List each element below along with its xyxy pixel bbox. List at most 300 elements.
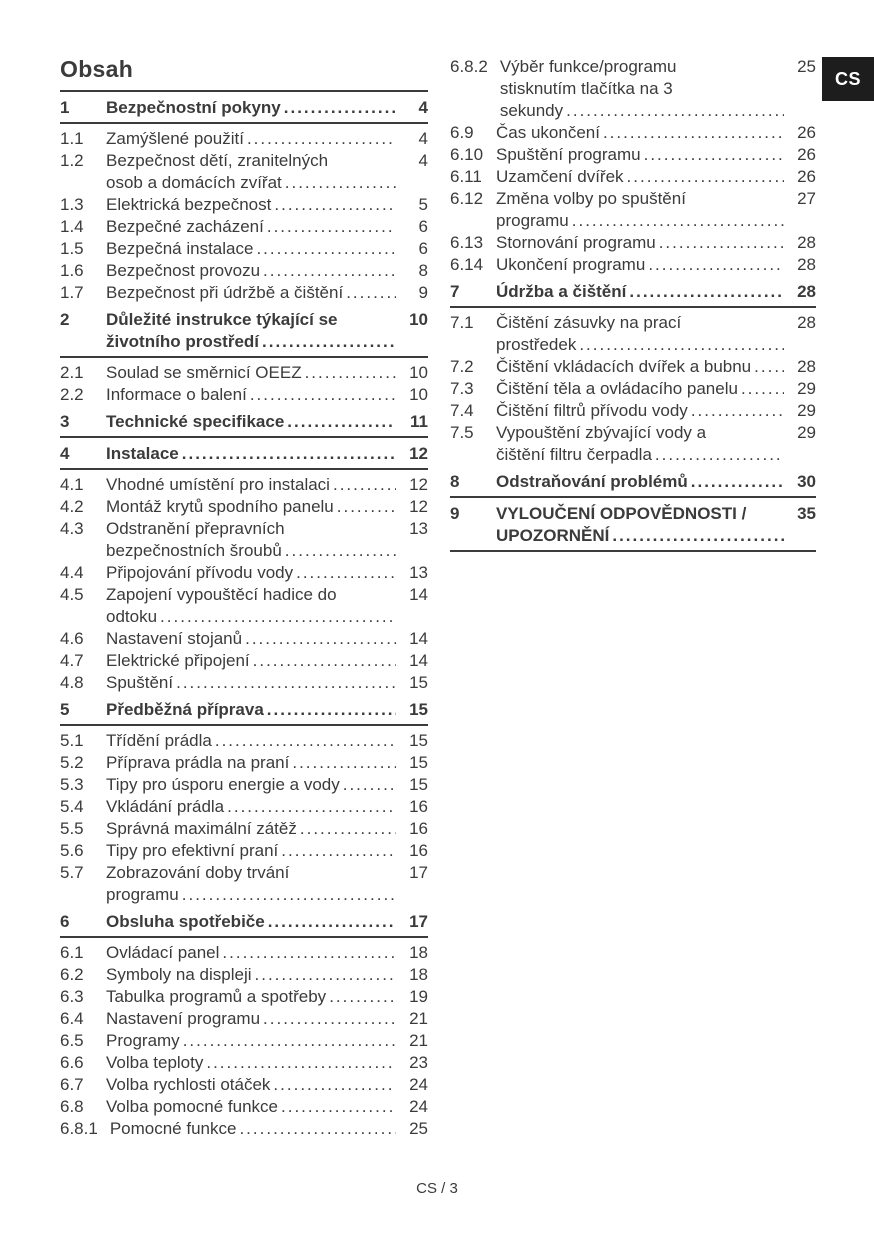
entry-text-line — [106, 699, 398, 721]
entry-text — [496, 254, 786, 276]
entry-text-content: Uzamčení dvířek — [496, 167, 624, 186]
entry-text-content: Připojování přívodu vody — [106, 563, 294, 582]
toc-entry — [60, 496, 428, 518]
entry-text-content: prostředek — [496, 335, 577, 354]
entry-text-content: Programy — [106, 1031, 180, 1050]
entry-number: 6.1 — [60, 943, 84, 962]
entry-text-content: Třídění prádla — [106, 731, 212, 750]
entry-text-line — [106, 862, 398, 884]
entry-text-line — [110, 1118, 398, 1140]
toc-column-right-entries — [450, 56, 816, 552]
entry-page-number: 28 — [797, 313, 816, 332]
entry-text-content: Bezpečné zacházení — [106, 217, 264, 236]
entry-text-content: Čištění filtrů přívodu vody — [496, 401, 688, 420]
entry-text-line — [106, 584, 398, 606]
entry-number: 6.8 — [60, 1097, 84, 1116]
entry-text — [106, 650, 398, 672]
entry-page-number: 26 — [797, 123, 816, 142]
entry-text-content: Technické specifikace — [106, 412, 285, 431]
toc-right-column — [450, 56, 816, 556]
entry-text-content: Montáž krytů spodního panelu — [106, 497, 334, 516]
entry-number: 5.6 — [60, 841, 84, 860]
entry-number: 1.7 — [60, 283, 84, 302]
entry-text — [106, 840, 398, 862]
entry-number: 4.2 — [60, 497, 84, 516]
dot-leader — [262, 331, 396, 353]
entry-page-number: 27 — [797, 189, 816, 208]
entry-text-content: Volba pomocné funkce — [106, 1097, 279, 1116]
entry-text-line — [106, 282, 398, 304]
entry-text-line — [496, 166, 786, 188]
toc-entry — [60, 628, 428, 650]
entry-text-line — [496, 334, 786, 356]
toc-entry — [60, 1030, 428, 1052]
entry-text-line — [106, 752, 398, 774]
entry-text-line — [106, 194, 398, 216]
entry-page-number: 4 — [418, 151, 428, 170]
dot-leader — [274, 194, 396, 216]
entry-text — [106, 282, 398, 304]
entry-text — [496, 400, 786, 422]
toc-entry — [60, 362, 428, 384]
entry-text-line — [106, 172, 398, 194]
dot-leader — [215, 730, 396, 752]
dot-leader — [182, 443, 396, 465]
toc-entry — [450, 254, 816, 276]
entry-text-line — [106, 818, 398, 840]
entry-text — [106, 128, 398, 150]
entry-page-number: 15 — [409, 700, 428, 719]
entry-number: 6.7 — [60, 1075, 84, 1094]
entry-page-number: 5 — [418, 195, 428, 214]
entry-page-number: 11 — [410, 412, 428, 431]
toc-entry — [60, 562, 428, 584]
entry-page-number: 13 — [409, 519, 428, 538]
entry-page-number: 16 — [409, 797, 428, 816]
entry-text-line — [500, 78, 786, 100]
dot-leader — [256, 238, 396, 260]
entry-text-line — [496, 144, 786, 166]
entry-text-line — [106, 628, 398, 650]
toc-entry — [450, 188, 816, 232]
dot-leader — [285, 540, 396, 562]
entry-text-content: UPOZORNĚNÍ — [496, 526, 610, 545]
entry-text-content: programu — [106, 885, 179, 904]
entry-number: 5.5 — [60, 819, 84, 838]
entry-text-line — [496, 525, 786, 547]
entry-number: 9 — [450, 504, 460, 523]
toc-entry — [60, 964, 428, 986]
entry-text-line — [500, 100, 786, 122]
entry-text — [496, 356, 786, 378]
entry-number: 6.5 — [60, 1031, 84, 1050]
dot-leader — [268, 911, 396, 933]
entry-number: 2.1 — [60, 363, 84, 382]
entry-text — [106, 150, 398, 194]
entry-text-line — [500, 56, 786, 78]
entry-text-content: Vhodné umístění pro instalaci — [106, 475, 330, 494]
entry-number: 1 — [60, 98, 70, 117]
entry-page-number: 8 — [418, 261, 428, 280]
entry-number: 7 — [450, 282, 460, 301]
entry-text-line — [496, 356, 786, 378]
entry-number: 4.6 — [60, 629, 84, 648]
entry-text — [106, 1008, 398, 1030]
toc-left-column — [60, 56, 428, 1140]
entry-text — [106, 97, 398, 119]
entry-text-content: Spuštění — [106, 673, 174, 692]
toc-entry — [60, 942, 428, 964]
dot-leader — [333, 474, 396, 496]
toc-entry — [450, 122, 816, 144]
toc-entry — [60, 384, 428, 406]
entry-number: 6.8.1 — [60, 1119, 98, 1138]
entry-text-line — [106, 1074, 398, 1096]
entry-text-content: Čas ukončení — [496, 123, 600, 142]
dot-leader — [267, 216, 396, 238]
toc-section-heading — [450, 503, 816, 552]
entry-text-line — [106, 260, 398, 282]
toc-entry — [450, 144, 816, 166]
entry-text — [496, 378, 786, 400]
entry-text — [106, 911, 398, 933]
entry-text-content: Bezpečnostní pokyny — [106, 98, 281, 117]
entry-text — [496, 188, 786, 232]
dot-leader — [250, 384, 396, 406]
toc-entry — [60, 584, 428, 628]
entry-page-number: 14 — [409, 629, 428, 648]
toc-entry — [60, 474, 428, 496]
dot-leader — [267, 699, 396, 721]
entry-number: 5.7 — [60, 863, 84, 882]
entry-text-content: Čištění zásuvky na prací — [496, 313, 682, 332]
entry-text-content: Spuštění programu — [496, 145, 641, 164]
dot-leader — [579, 334, 784, 356]
entry-page-number: 16 — [409, 841, 428, 860]
entry-text-line — [496, 503, 786, 525]
dot-leader — [691, 471, 784, 493]
entry-number: 6.4 — [60, 1009, 84, 1028]
entry-page-number: 13 — [409, 563, 428, 582]
entry-number: 7.3 — [450, 379, 474, 398]
entry-text-content: Volba teploty — [106, 1053, 204, 1072]
toc-entry — [60, 752, 428, 774]
dot-leader — [659, 232, 784, 254]
toc-entry — [60, 128, 428, 150]
toc-entry — [60, 216, 428, 238]
dot-leader — [329, 986, 396, 1008]
entry-text-line — [106, 518, 398, 540]
toc-entry — [60, 840, 428, 862]
entry-text-content: Změna volby po spuštění — [496, 189, 686, 208]
toc-entry — [450, 422, 816, 466]
entry-text-line — [496, 281, 786, 303]
entry-page-number: 25 — [409, 1119, 428, 1138]
entry-text — [106, 1030, 398, 1052]
entry-text-line — [106, 384, 398, 406]
toc-entry — [60, 1096, 428, 1118]
entry-text-line — [496, 378, 786, 400]
entry-page-number: 17 — [409, 863, 428, 882]
entry-text-content: Předběžná příprava — [106, 700, 264, 719]
dot-leader — [627, 166, 784, 188]
entry-page-number: 25 — [797, 57, 816, 76]
entry-text — [106, 1074, 398, 1096]
dot-leader — [263, 1008, 396, 1030]
entry-text — [496, 312, 786, 356]
toc-entry — [60, 650, 428, 672]
entry-text — [106, 443, 398, 465]
dot-leader — [287, 411, 396, 433]
entry-text-line — [106, 730, 398, 752]
dot-leader — [247, 128, 396, 150]
dot-leader — [741, 378, 784, 400]
entry-text-line — [496, 232, 786, 254]
entry-number: 6.3 — [60, 987, 84, 1006]
entry-number: 7.1 — [450, 313, 474, 332]
entry-text-line — [106, 1096, 398, 1118]
entry-text-content: Vkládání prádla — [106, 797, 225, 816]
dot-leader — [183, 1030, 396, 1052]
entry-page-number: 15 — [409, 673, 428, 692]
toc-entry — [60, 238, 428, 260]
entry-text-line — [106, 884, 398, 906]
entry-text — [106, 562, 398, 584]
entry-text — [106, 699, 398, 721]
toc-section-heading — [60, 411, 428, 438]
toc-entry — [450, 378, 816, 400]
entry-text-content: Bezpečná instalace — [106, 239, 254, 258]
entry-text-content: Informace o balení — [106, 385, 247, 404]
entry-text-content: Příprava prádla na praní — [106, 753, 290, 772]
toc-section-heading — [450, 471, 816, 498]
toc-entry — [60, 796, 428, 818]
dot-leader — [206, 1052, 396, 1074]
entry-number: 5.1 — [60, 731, 84, 750]
dot-leader — [284, 97, 396, 119]
dot-leader — [566, 100, 784, 122]
dot-leader — [292, 752, 396, 774]
entry-number: 2.2 — [60, 385, 84, 404]
entry-number: 1.5 — [60, 239, 84, 258]
entry-number: 5.4 — [60, 797, 84, 816]
dot-leader — [648, 254, 784, 276]
entry-text-line — [106, 562, 398, 584]
entry-text-content: čištění filtru čerpadla — [496, 445, 652, 464]
entry-page-number: 15 — [409, 753, 428, 772]
toc-entry — [60, 1008, 428, 1030]
entry-text-content: Nastavení stojanů — [106, 629, 243, 648]
entry-text-line — [106, 1008, 398, 1030]
toc-entry — [450, 166, 816, 188]
entry-number: 1.4 — [60, 217, 84, 236]
entry-text-content: Stornování programu — [496, 233, 656, 252]
entry-page-number: 12 — [409, 444, 428, 463]
entry-text-line — [496, 400, 786, 422]
entry-text-content: Pomocné funkce — [109, 1119, 237, 1138]
entry-text-content: Vypouštění zbývající vody a — [496, 423, 707, 442]
entry-text-content: Bezpečnost dětí, zranitelných — [106, 151, 329, 170]
entry-text-content: Čištění vkládacích dvířek a bubnu — [496, 357, 752, 376]
dot-leader — [281, 1096, 396, 1118]
toc-column-left-entries — [60, 97, 428, 1140]
entry-text — [106, 672, 398, 694]
dot-leader — [655, 444, 784, 466]
entry-number: 6.2 — [60, 965, 84, 984]
entry-number: 6.12 — [450, 189, 484, 208]
entry-page-number: 28 — [797, 282, 816, 301]
entry-text-content: stisknutím tlačítka na 3 — [499, 79, 673, 98]
entry-text-line — [106, 1052, 398, 1074]
entry-text-line — [106, 309, 398, 331]
entry-number: 5 — [60, 700, 70, 719]
toc-section-heading — [60, 699, 428, 726]
entry-number: 6 — [60, 912, 70, 931]
entry-number: 6.10 — [450, 145, 484, 164]
entry-page-number: 14 — [409, 651, 428, 670]
entry-text-content: Bezpečnost provozu — [106, 261, 261, 280]
title-rule — [60, 90, 428, 92]
entry-text — [496, 166, 786, 188]
dot-leader — [160, 606, 396, 628]
entry-text-line — [106, 362, 398, 384]
entry-text-line — [496, 444, 786, 466]
dot-leader — [182, 884, 396, 906]
toc-entry — [60, 774, 428, 796]
dot-leader — [281, 840, 396, 862]
entry-number: 4.4 — [60, 563, 84, 582]
toc-entry — [60, 818, 428, 840]
entry-text — [106, 238, 398, 260]
entry-text-line — [106, 796, 398, 818]
entry-text-content: odtoku — [106, 607, 158, 626]
entry-text-content: Tipy pro úsporu energie a vody — [106, 775, 340, 794]
entry-page-number: 26 — [797, 167, 816, 186]
dot-leader — [629, 281, 784, 303]
page-footer: CS / 3 — [416, 1180, 458, 1197]
entry-text — [106, 752, 398, 774]
entry-text-content: Tabulka programů a spotřeby — [106, 987, 327, 1006]
entry-text-content: Zobrazování doby trvání — [106, 863, 290, 882]
dot-leader — [222, 942, 396, 964]
entry-text — [106, 818, 398, 840]
dot-leader — [239, 1118, 396, 1140]
entry-page-number: 30 — [797, 472, 816, 491]
entry-page-number: 23 — [409, 1053, 428, 1072]
entry-text — [110, 1118, 398, 1140]
entry-page-number: 12 — [409, 475, 428, 494]
entry-text — [496, 144, 786, 166]
entry-number: 4.8 — [60, 673, 84, 692]
entry-page-number: 19 — [409, 987, 428, 1006]
entry-text-content: Obsluha spotřebiče — [106, 912, 265, 931]
entry-text-line — [106, 986, 398, 1008]
entry-page-number: 9 — [418, 283, 428, 302]
dot-leader — [337, 496, 396, 518]
entry-text-line — [106, 911, 398, 933]
entry-text-content: Správná maximální zátěž — [106, 819, 297, 838]
entry-text — [106, 964, 398, 986]
toc-entry — [60, 862, 428, 906]
entry-text — [106, 216, 398, 238]
entry-number: 4.3 — [60, 519, 84, 538]
entry-text-line — [496, 122, 786, 144]
dot-leader — [255, 964, 396, 986]
toc-section-heading — [450, 281, 816, 308]
dot-leader — [176, 672, 396, 694]
entry-text-line — [496, 422, 786, 444]
entry-text-line — [106, 411, 398, 433]
entry-text-line — [106, 606, 398, 628]
entry-number: 6.13 — [450, 233, 484, 252]
entry-text-line — [496, 188, 786, 210]
entry-page-number: 21 — [409, 1031, 428, 1050]
dot-leader — [754, 356, 784, 378]
entry-text-content: Soulad se směrnicí OEEZ — [106, 363, 302, 382]
page-title: Obsah — [60, 56, 134, 82]
entry-text-line — [106, 238, 398, 260]
entry-page-number: 6 — [418, 239, 428, 258]
dot-leader — [300, 818, 396, 840]
entry-text-line — [106, 216, 398, 238]
entry-text-line — [106, 443, 398, 465]
entry-text — [106, 411, 398, 433]
entry-text — [106, 862, 398, 906]
entry-text-line — [106, 672, 398, 694]
entry-text — [106, 584, 398, 628]
entry-page-number: 24 — [409, 1097, 428, 1116]
entry-number: 6.11 — [450, 167, 482, 186]
entry-text — [106, 474, 398, 496]
dot-leader — [644, 144, 784, 166]
entry-number: 5.3 — [60, 775, 84, 794]
toc-entry — [60, 986, 428, 1008]
entry-page-number: 18 — [409, 943, 428, 962]
entry-text-line — [106, 1030, 398, 1052]
dot-leader — [343, 774, 396, 796]
toc-entry — [60, 730, 428, 752]
dot-leader — [285, 172, 396, 194]
entry-page-number: 16 — [409, 819, 428, 838]
entry-text-line — [496, 312, 786, 334]
entry-text-content: sekundy — [499, 101, 564, 120]
toc-entry — [450, 312, 816, 356]
toc-entry — [60, 260, 428, 282]
toc-entry — [450, 56, 816, 122]
dot-leader — [245, 628, 396, 650]
entry-page-number: 35 — [797, 504, 816, 523]
entry-page-number: 6 — [418, 217, 428, 236]
toc-section-heading — [60, 97, 428, 124]
entry-text — [496, 281, 786, 303]
entry-number: 6.9 — [450, 123, 474, 142]
entry-number: 1.2 — [60, 151, 84, 170]
entry-text — [106, 260, 398, 282]
entry-number: 3 — [60, 412, 70, 431]
entry-text-line — [496, 210, 786, 232]
entry-number: 4.5 — [60, 585, 84, 604]
entry-page-number: 18 — [409, 965, 428, 984]
toc-entry — [60, 1052, 428, 1074]
entry-number: 1.6 — [60, 261, 84, 280]
entry-text-content: Tipy pro efektivní praní — [106, 841, 279, 860]
entry-text — [500, 56, 786, 122]
entry-number: 5.2 — [60, 753, 84, 772]
entry-number: 2 — [60, 310, 70, 329]
entry-text — [106, 730, 398, 752]
dot-leader — [603, 122, 784, 144]
dot-leader — [227, 796, 396, 818]
